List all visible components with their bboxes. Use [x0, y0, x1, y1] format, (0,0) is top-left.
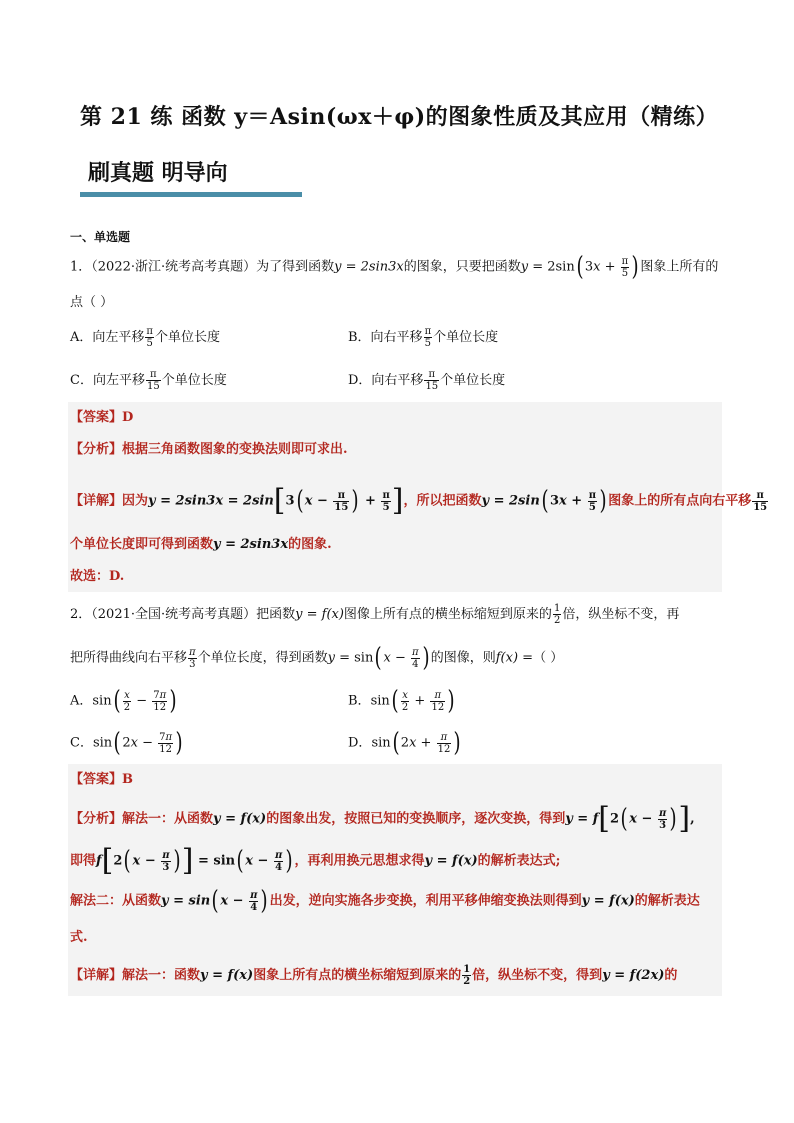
q1-detail-line1: 【详解】因为y = 2sin3x = 2sin[3( x − $\frac{\pi}{15}$ ) + $\frac{\pi}{5}$ ]，所以把函数y = 2sin( 3x + $\frac{\pi}{5}$ ) 图象上的所有点向右平移 $\frac{\pi}{15}$: [70, 483, 768, 518]
q1-option-d[interactable]: D．向右平移 $\frac{\pi}{15}$ 个单位长度: [348, 369, 506, 392]
page-title: 第 21 练 函数 y＝Asin(ωx＋φ)的图象性质及其应用（精练）: [80, 104, 719, 130]
q1-stem-line2: 点（ ）: [70, 295, 114, 310]
q2-answer: 【答案】B: [70, 772, 134, 787]
q2-analysis-line1: 【分析】解法一：从函数y = f(x)的图象出发，按照已知的变换顺序，逐次变换，得到y = f[2( x − $\frac{\pi}{3}$ )],: [70, 801, 695, 836]
q1-conclusion: 故选：D.: [70, 569, 125, 584]
q2-stem-line2: 把所得曲线向右平移 $\frac{\pi}{3}$ 个单位长度，得到函数y = sin( x − $\frac{\pi}{4}$ ) 的图像，则f(x) =（ ）: [70, 643, 564, 673]
q2-detail-line1: 【详解】解法一：函数y = f(x)图象上所有点的横坐标缩短到原来的 $\frac{1}{2}$ 倍，纵坐标不变，得到y = f(2x)的: [70, 964, 678, 987]
q2-solution-box: [68, 764, 722, 996]
q1-option-b[interactable]: B．向右平移 $\frac{\pi}{5}$ 个单位长度: [348, 326, 499, 349]
q1-stem-line1: 1．（2022·浙江·统考高考真题）为了得到函数y = 2sin3x的图象，只要把函数y = 2sin( 3x + $\frac{\pi}{5}$ ) 图象上所有的: [70, 252, 719, 282]
section-subtitle: 刷真题 明导向: [88, 160, 228, 186]
q2-method2-line2: 式.: [70, 930, 88, 945]
q2-method2-line1: 解法二：从函数y = sin( x − $\frac{\pi}{4}$ ) 出发，逆向实施各步变换，利用平移伸缩变换法则得到y = f(x)的解析表达: [70, 886, 700, 916]
subtitle-underline: [80, 192, 302, 197]
q2-analysis-line2: 即得f[2( x − $\frac{\pi}{3}$ )] = sin( x − $\frac{\pi}{4}$ ) ，再利用换元思想求得y = f(x)的解析表达式;: [70, 843, 561, 878]
q2-stem-line1: 2．（2021·全国·统考高考真题）把函数y = f(x)图像上所有点的横坐标缩短到原来的 $\frac{1}{2}$ 倍，纵坐标不变，再: [70, 603, 680, 626]
section-heading: 一、单选题: [70, 230, 131, 244]
q2-option-d[interactable]: D．sin( 2x + $\frac{\pi}{12}$ ): [348, 728, 461, 758]
q2-option-b[interactable]: B．sin( $\frac{x}{2}$ + $\frac{\pi}{12}$ ): [348, 686, 455, 716]
q1-option-c[interactable]: C．向左平移 $\frac{\pi}{15}$ 个单位长度: [70, 369, 227, 392]
q1-answer: 【答案】D: [70, 410, 134, 425]
q2-option-a[interactable]: A．sin( $\frac{x}{2}$ − $\frac{7\pi}{12}$ ): [70, 686, 177, 716]
q1-detail-line2: 个单位长度即可得到函数y = 2sin3x的图象.: [70, 537, 332, 552]
q1-option-a[interactable]: A．向左平移 $\frac{\pi}{5}$ 个单位长度: [70, 326, 220, 349]
q1-analysis: 【分析】根据三角函数图象的变换法则即可求出.: [70, 442, 348, 457]
q2-option-c[interactable]: C．sin( 2x − $\frac{7\pi}{12}$ ): [70, 728, 183, 758]
